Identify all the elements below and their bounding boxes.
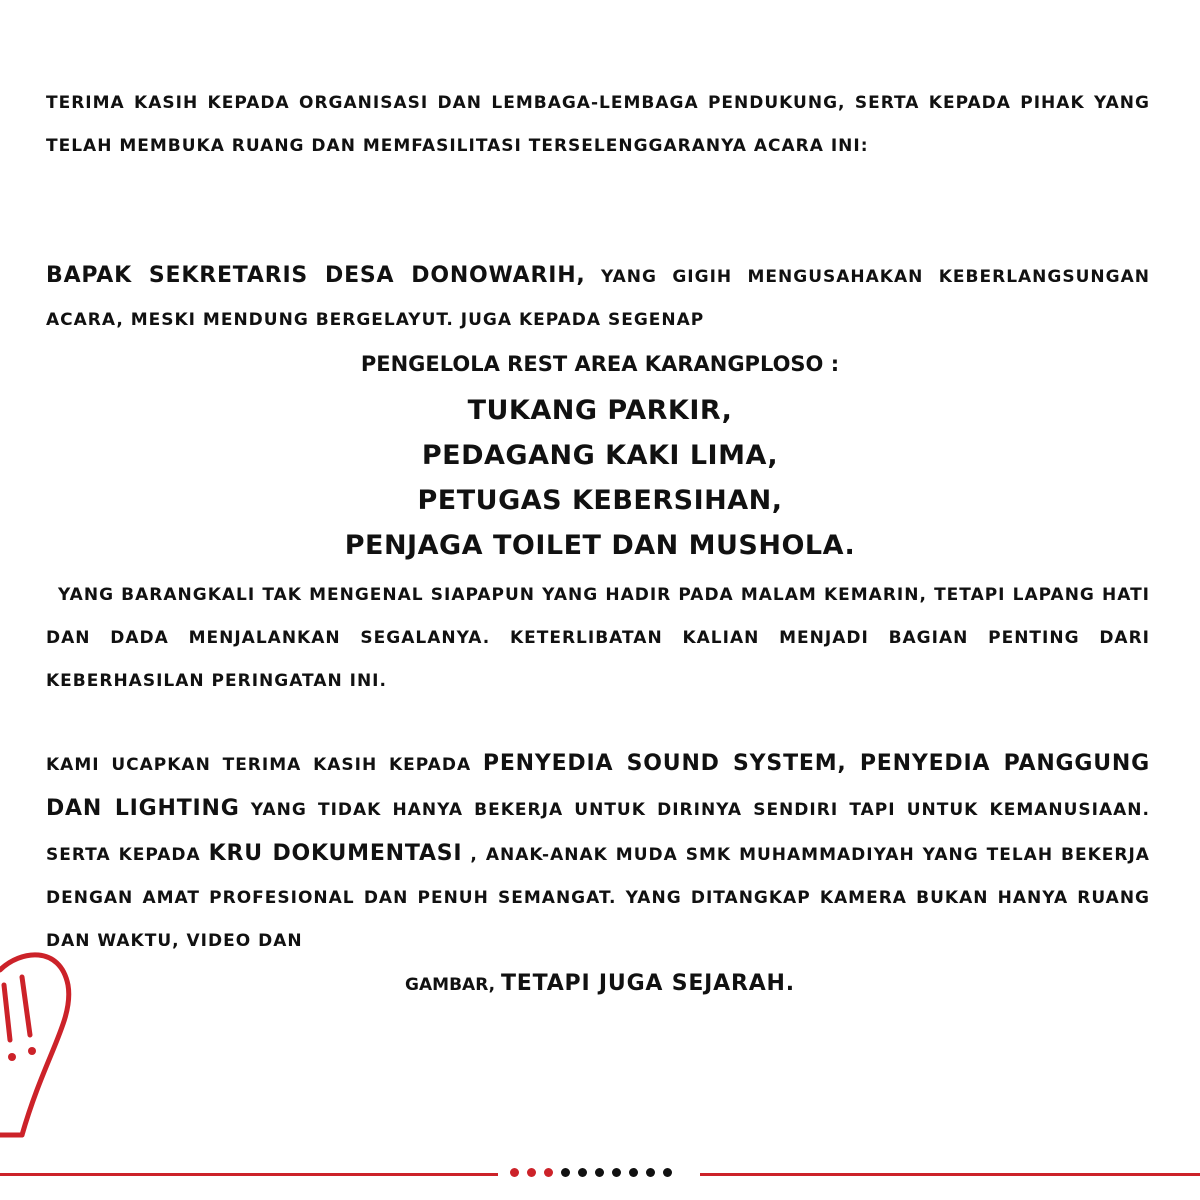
sound-text-2: YANG TIDAK HANYA BEKERJA UNTUK DIRINYA SENDIRI TAPI UNTUK KEMANUSIAAN. SERTA KEPADA xyxy=(46,800,1150,865)
page-dot xyxy=(612,1168,621,1177)
list-item: TUKANG PARKIR, xyxy=(467,395,733,426)
closing-line xyxy=(0,962,1200,1007)
staff-list xyxy=(0,388,1200,568)
page-dot xyxy=(527,1168,536,1177)
pagination-dots xyxy=(510,1168,672,1177)
list-item: PEDAGANG KAKI LIMA, xyxy=(421,440,779,471)
sound-text-3: , ANAK-ANAK MUDA SMK MUHAMMADIYAH YANG TELAH BEKERJA DENGAN AMAT PROFESIONAL DAN PENUH SEMANGAT. YANG DITANGKAP KAMERA BUKAN HANYA RUANG DAN WAKTU, VIDEO DAN xyxy=(46,845,1150,951)
page-dot xyxy=(629,1168,638,1177)
sound-crew-paragraph xyxy=(46,742,1150,963)
closing-text: GAMBAR, xyxy=(405,975,501,995)
documentation-crew: KRU DOKUMENTASI xyxy=(208,841,463,866)
page-dot xyxy=(595,1168,604,1177)
footer-line-left xyxy=(0,1173,498,1176)
village-secretary: BAPAK SEKRETARIS DESA DONOWARIH, xyxy=(46,263,586,288)
page-dot xyxy=(578,1168,587,1177)
thanks-village-paragraph xyxy=(46,254,1150,342)
intro-paragraph: TERIMA KASIH KEPADA ORGANISASI DAN LEMBAGA-LEMBAGA PENDUKUNG, SERTA KEPADA PIHAK YANG TELAH MEMBUKA RUANG DAN MEMFASILITASI TERSELENGGARANYA ACARA INI: xyxy=(46,93,1150,156)
sound-providers: PENYEDIA SOUND SYSTEM, PENYEDIA PANGGUNG DAN LIGHTING xyxy=(46,751,1150,821)
sound-text-1: KAMI UCAPKAN TERIMA KASIH KEPADA xyxy=(46,755,483,775)
footer-line-right xyxy=(700,1173,1200,1176)
heart-exclamation-icon xyxy=(0,945,80,1145)
village-text: YANG GIGIH MENGUSAHAKAN KEBERLANGSUNGAN ACARA, MESKI MENDUNG BERGELAYUT. JUGA KEPADA SEGENAP xyxy=(46,267,1150,330)
page-dot xyxy=(663,1168,672,1177)
closing-emphasis: TETAPI JUGA SEJARAH. xyxy=(500,971,795,996)
appreciation-paragraph: YANG BARANGKALI TAK MENGENAL SIAPAPUN YANG HADIR PADA MALAM KEMARIN, TETAPI LAPANG HATI DAN DADA MENJALANKAN SEGALANYA. KETERLIBATAN KALIAN MENJADI BAGIAN PENTING DARI KEBERHASILAN PERINGATAN INI. xyxy=(46,585,1150,691)
page-dot xyxy=(561,1168,570,1177)
list-item: PENJAGA TOILET DAN MUSHOLA. xyxy=(344,530,856,561)
page-dot xyxy=(544,1168,553,1177)
page-dot xyxy=(646,1168,655,1177)
rest-area-subheading: PENGELOLA REST AREA KARANGPLOSO : xyxy=(360,352,840,376)
page-dot xyxy=(510,1168,519,1177)
list-item: PETUGAS KEBERSIHAN, xyxy=(417,485,783,516)
